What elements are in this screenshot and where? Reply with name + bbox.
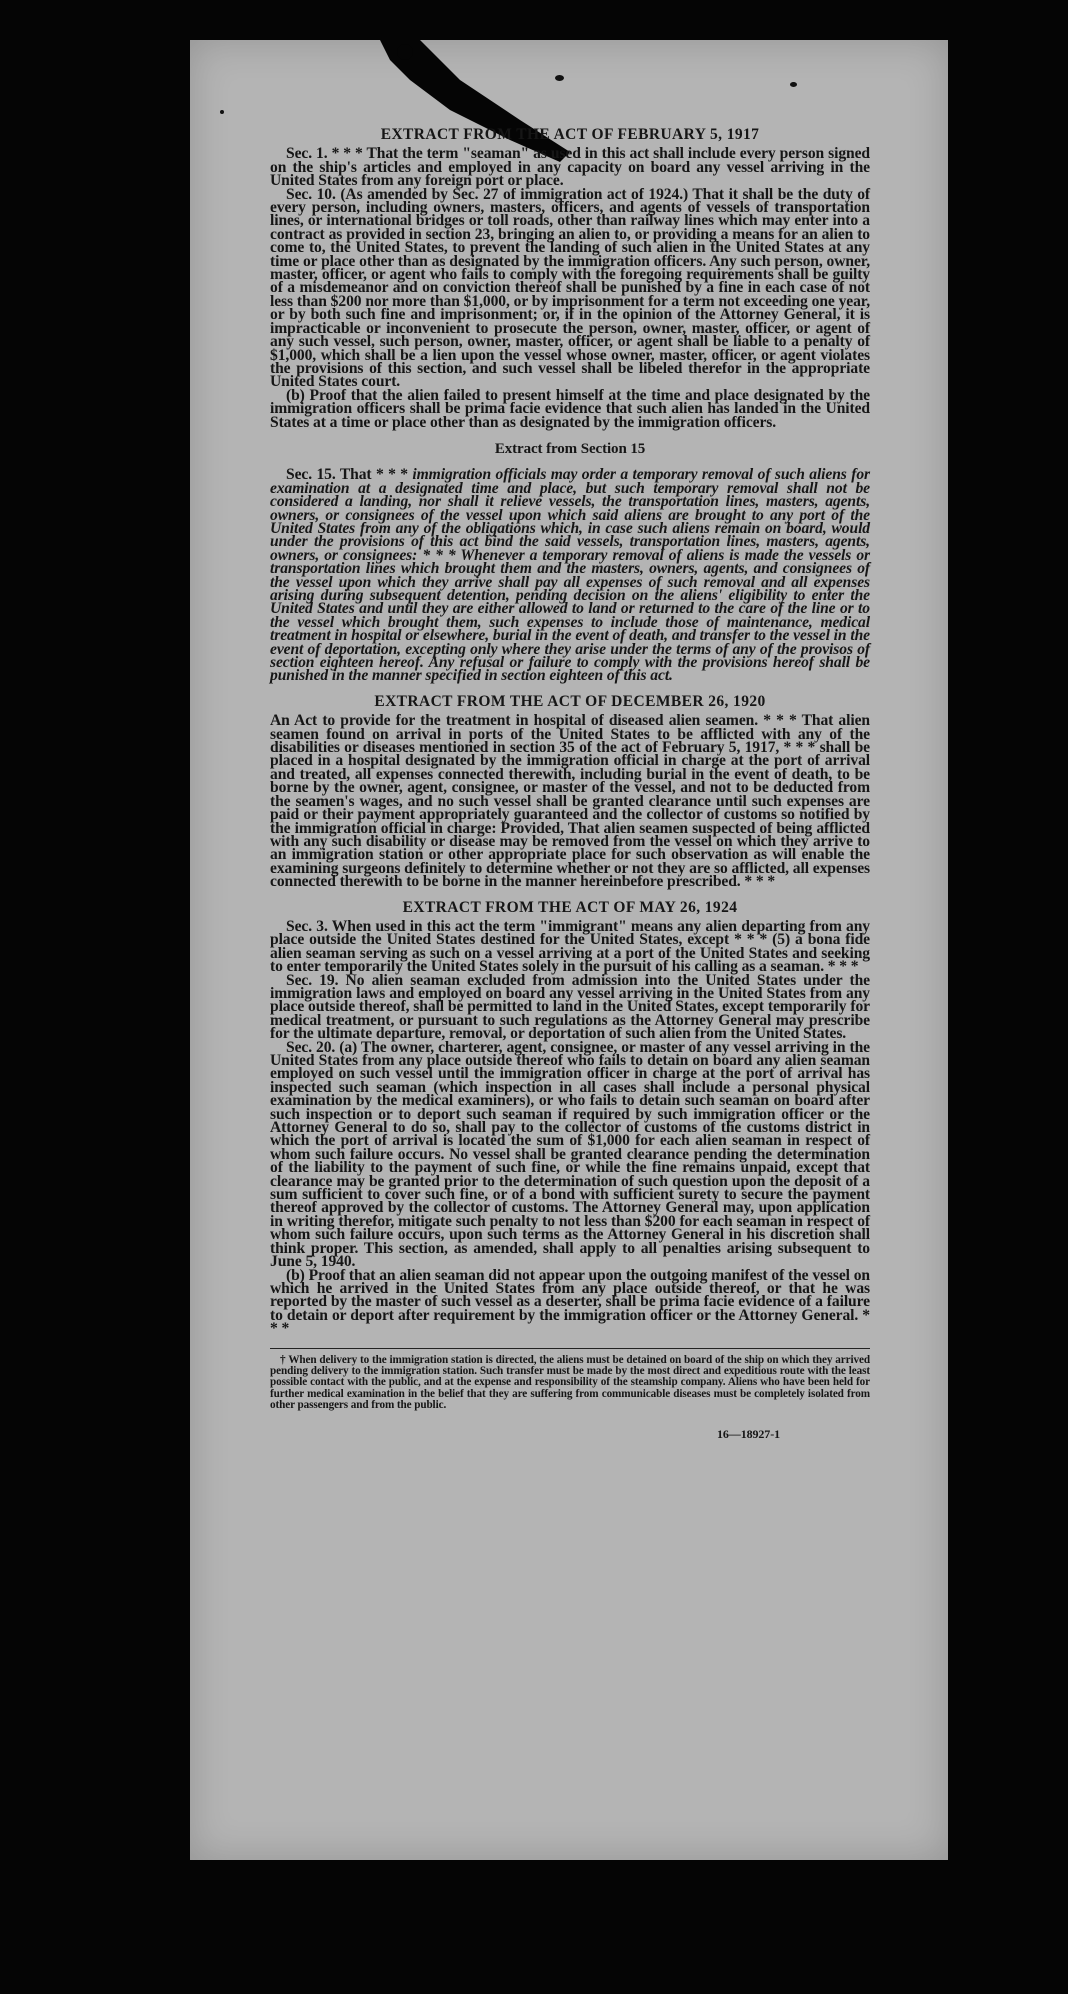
section-heading: EXTRACT FROM THE ACT OF FEBRUARY 5, 1917 <box>380 126 760 143</box>
paragraph: Sec. 19. No alien seaman excluded from admission into the United States under the immigration laws and employed on board any vessel arriving in the United States from any place outside thereof, shall be permitted to land in the United States, except temporarily for medical treatment, or pursuant to such regulations as the Attorney General may prescribe for the ultimate departure, removal, or deportation of such alien from the United States. <box>270 971 870 1043</box>
italic-text: immigration officials may order a temporary removal of such aliens for examination at a designated time and place, but such temporary removal shall not be considered a landing, nor shall it relieve vessels, the transportation lines, masters, agents, owners, or consignees of the vessel upon which said aliens are brought to any port of the United States from any of the obligations which, in case such aliens remain on board, would under the provisions of this act bind the said vessels, transportation lines, masters, agents, owners, or consignees: * * * Whenever a temporary removal of aliens is made the vessels or transportation lines which brought them and the masters, owners, agents, and consignees of the vessel upon which they arrive shall pay all expenses of such removal and all expenses arising during subsequent detention, pending decision on the aliens' eligibility to enter the United States and until they are either allowed to land or returned to the care of the line or to the vessel which brought them, such expenses to include those of maintenance, medical treatment in hospital or elsewhere, burial in the event of death, and transfer to the vessel in the event of deportation, excepting only where they arise under the terms of any of the provisos of section eighteen hereof. Any refusal or failure to comply with the provisions hereof shall be punished in the manner specified in section eighteen of this act. <box>270 466 870 685</box>
paragraph: Sec. 20. (a) The owner, charterer, agent, consignee, or master of any vessel arriving in the United States from any place outside thereof who fails to detain on board any alien seaman employed on such vessel until the immigration officer in charge at the port of arrival has inspected such seaman (which inspection in all cases shall include a personal physical examination by the medical examiners), or who fails to detain such seaman on board after such inspection or to deport such seaman if required by such immigration officer or the Attorney General to do so, shall pay to the collector of customs of the customs district in which the port of arrival is located the sum of $1,000 for each alien seaman in respect of whom such failure occurs. No vessel shall be granted clearance pending the determination of the liability to the payment of such fine, or while the fine remains unpaid, except that clearance may be granted prior to the determination of such question upon the deposit of a sum sufficient to cover such fine, or of a bond with sufficient surety to secure the payment thereof approved by the collector of customs. The Attorney General may, upon application in writing therefor, mitigate such penalty to not less than $200 for each seaman in respect of whom such failure occurs, upon such terms as the Attorney General in his discretion shall think proper. This section, as amended, shall apply to all penalties arising subsequent to June 5, 1940. <box>270 1038 870 1271</box>
document-body <box>270 128 870 1441</box>
section-heading: EXTRACT FROM THE ACT OF MAY 26, 1924 <box>402 898 738 916</box>
document-number: 16—18927-1 <box>717 1426 780 1441</box>
footnote: † When delivery to the immigration station is directed, the aliens must be detained on board of the ship on which they arrived pending delivery to the immigration station. Such transfer must be made by the most direct and expeditious route with the least possible contact with the public, and at the expense and responsibility of the steamship company. Aliens who have been held for further medical examination in the belief that they are suffering from communicable diseases must be completely isolated from other passengers and from the public. <box>270 1353 870 1412</box>
section-heading: EXTRACT FROM THE ACT OF DECEMBER 26, 1920 <box>374 692 766 710</box>
section-extract-15 <box>270 440 870 685</box>
paragraph: (b) Proof that an alien seaman did not appear upon the outgoing manifest of the vessel on which he arrived in the United States from any place outside thereof, or that he was reported by the master of such vessel as a deserter, shall be prima facie evidence of a failure to detain or deport after requirement by the immigration officer or the Attorney General. * * * <box>270 1266 870 1338</box>
paragraph: Sec. 10. (As amended by Sec. 27 of immigration act of 1924.) That it shall be the duty of every person, including owners, masters, officers, and agents of vessels of transportation lines, or international bridges or toll roads, other than railway lines which may enter into a contract as provided in section 23, bringing an alien to, or providing a means for an alien to come to, the United States, to prevent the landing of such alien in the United States at any time or place other than as designated by the immigration officers. Any such person, owner, master, officer, or agent who fails to comply with the foregoing requirements shall be guilty of a misdemeanor and on conviction thereof shall be punished by a fine in each case of not less than $200 nor more than $1,000, or by imprisonment for a term not exceeding one year, or by both such fine and imprisonment; or, if in the opinion of the Attorney General, it is impracticable or inconvenient to prosecute the person, owner, master, officer, or agent of any such vessel, such person, owner, master, officer, or agent shall be liable to a penalty of $1,000, which shall be a lien upon the vessel whose owner, master, officer, or agent violates the provisions of this section, and such vessel shall be libeled therefor in the appropriate United States court. <box>270 185 870 391</box>
section-act-1920 <box>270 692 870 891</box>
paragraph: Sec. 3. When used in this act the term "immigrant" means any alien departing from any place outside the United States destined for the United States, except * * * (5) a bona fide alien seaman serving as such on a vessel arriving at a port of the United States and seeking to enter temporarily the United States solely in the pursuit of his calling as a seaman. * * * <box>270 917 870 976</box>
ink-speck <box>790 82 797 87</box>
section-act-1924 <box>270 898 870 1338</box>
ink-speck <box>555 75 564 81</box>
document-page <box>190 40 948 1860</box>
ink-speck <box>220 110 224 114</box>
paragraph <box>270 468 870 683</box>
paragraph: An Act to provide for the treatment in hospital of diseased alien seamen. * * * That alien seamen found on arrival in ports of the United States to be afflicted with any of the disabilities or diseases mentioned in section 35 of the act of February 5, 1917, * * * shall be placed in a hospital designated by the immigration official in charge at the port of arrival and treated, all expenses connected therewith, including burial in the event of death, to be borne by the owner, agent, consignee, or master of the vessel, and not to be deducted from the seamen's wages, and no such vessel shall be granted clearance until such expenses are paid or their payment appropriately guaranteed and the collector of customs so notified by the immigration official in charge: Provided, That alien seamen suspected of being afflicted with any such disability or disease may be removed from the vessel on which they arrive to an immigration station or other appropriate place for such observation as will enable the examining surgeons definitely to determine whether or not they are so afflicted, all expenses connected therewith to be borne in the manner hereinbefore prescribed. * * * <box>270 712 870 891</box>
paragraph: (b) Proof that the alien failed to present himself at the time and place designated by the immigration officers shall be prima facie evidence that such alien has landed in the United States at a time or place other than as designated by the immigration officers. <box>270 386 870 431</box>
paragraph-lead: Sec. 15. That * * * <box>286 466 413 484</box>
section-act-1917 <box>270 128 870 429</box>
divider <box>270 1348 870 1349</box>
section-heading: Extract from Section 15 <box>494 440 646 457</box>
paragraph: Sec. 1. * * * That the term "seaman" as used in this act shall include every person signed on the ship's articles and employed in any capacity on board any vessel arriving in the United States from any foreign port or place. <box>270 145 870 190</box>
